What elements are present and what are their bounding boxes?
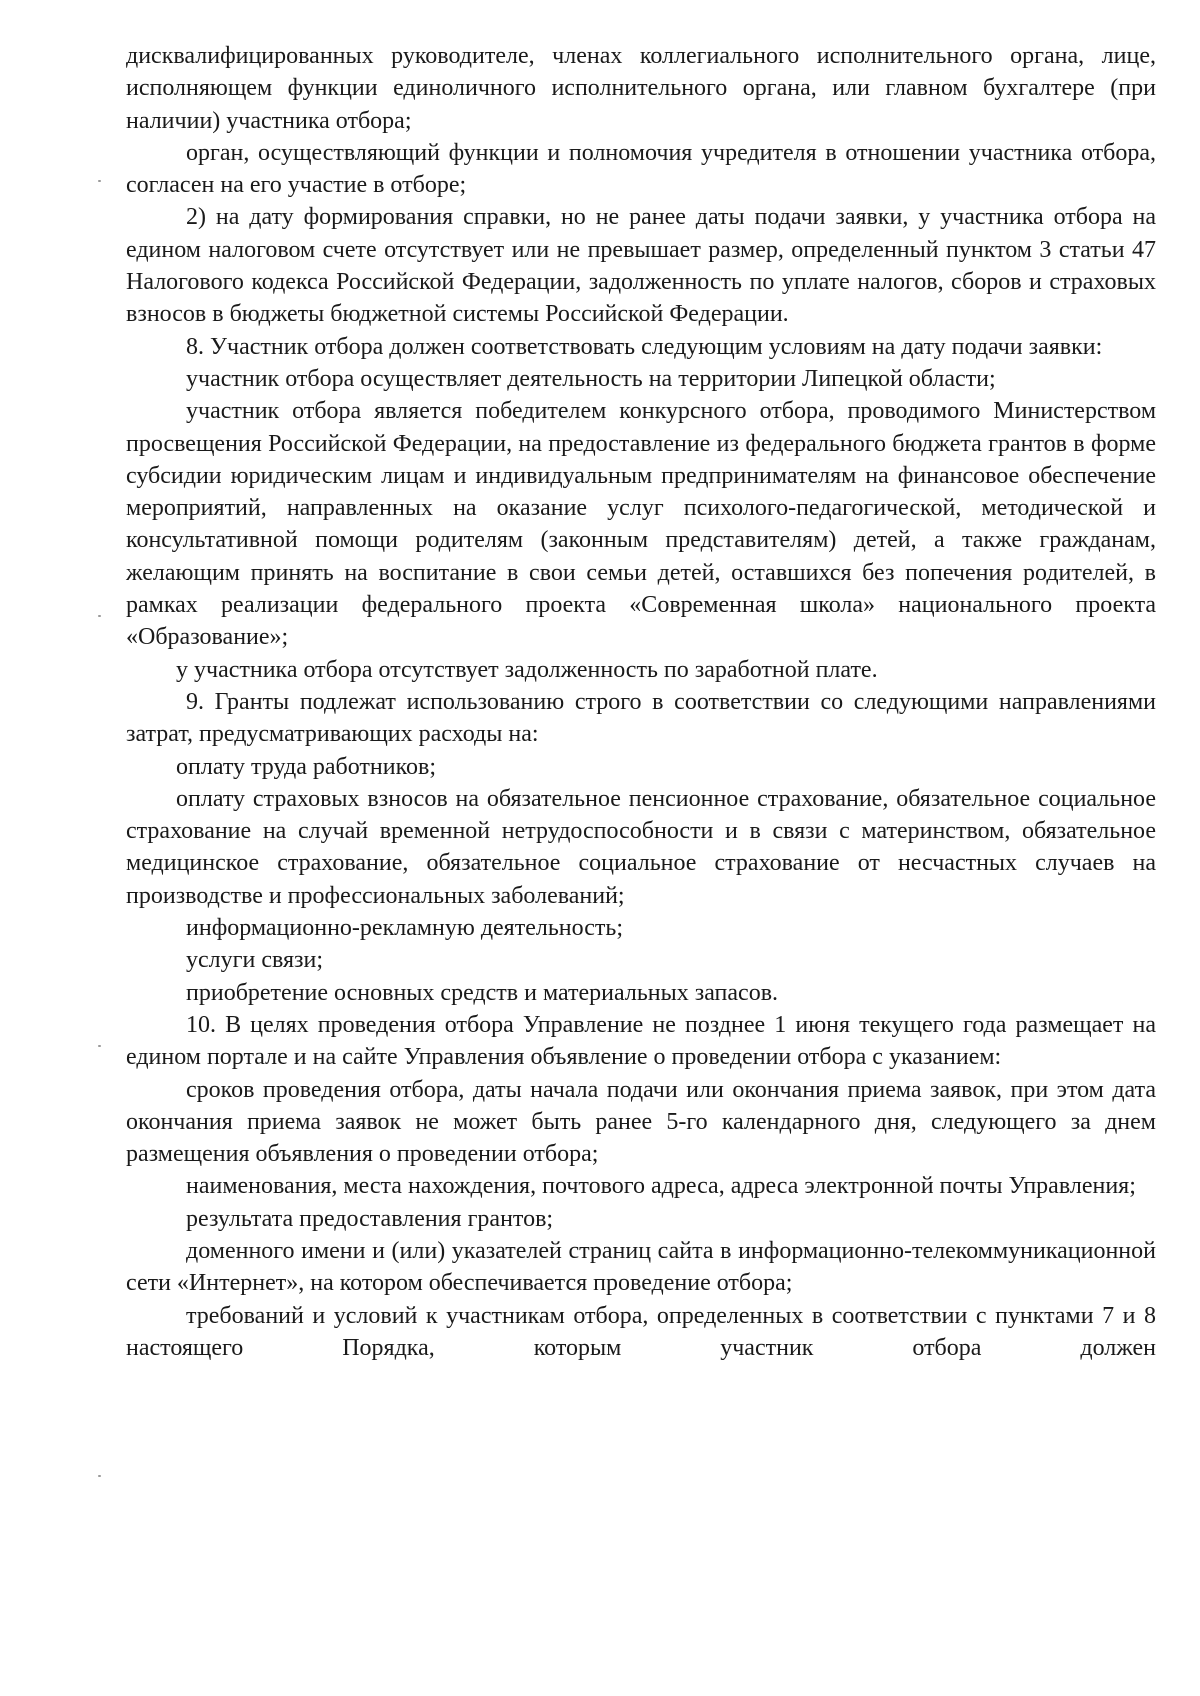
paragraph: 9. Гранты подлежат использованию строго в соответствии со следующими направлениями затрат, предусматривающих расходы на:	[126, 688, 1156, 748]
paragraph: участник отбора является победителем конкурсного отбора, проводимого Министерством просвещения Российской Федерации, на предоставление из федерального бюджета грантов в форме субсидии юридическим лицам и индивидуальным предпринимателям на финансовое обеспечение мероприятий, направленных на оказание услуг психолого-педагогической, методической и консультативной помощи родителям (законным представителям) детей, а также гражданам, желающим принять на воспитание в свои семьи детей, оставшихся без попечения родителей, в рамках реализации федерального проекта «Современная школа» национального проекта «Образование»;	[126, 398, 1156, 651]
paragraph: участник отбора осуществляет деятельность на территории Липецкой области;	[186, 365, 996, 392]
scan-speck	[98, 615, 101, 617]
paragraph: результата предоставления грантов;	[186, 1205, 554, 1232]
scan-speck	[98, 180, 101, 182]
paragraph: услуги связи;	[186, 947, 324, 974]
paragraph: оплату страховых взносов на обязательное пенсионное страхование, обязательное социальное страхование на случай временной нетрудоспособности и в связи с материнством, обязательное медицинское страхование, обязательное социальное страхование от несчастных случаев на производстве и профессиональных заболеваний;	[126, 785, 1156, 909]
paragraph: орган, осуществляющий функции и полномочия учредителя в отношении участника отбора, согласен на его участие в отборе;	[126, 139, 1156, 199]
paragraph: приобретение основных средств и материальных запасов.	[186, 979, 779, 1006]
paragraph: сроков проведения отбора, даты начала подачи или окончания приема заявок, при этом дата окончания приема заявок не может быть ранее 5-го календарного дня, следующего за днем размещения объявления о проведении отбора;	[126, 1076, 1156, 1168]
paragraph: доменного имени и (или) указателей страниц сайта в информационно-телекоммуникационной сети «Интернет», на котором обеспечивается проведение отбора;	[126, 1237, 1156, 1297]
paragraph: дисквалифицированных руководителе, членах коллегиального исполнительного органа, лице, исполняющем функции единоличного исполнительного органа, или главном бухгалтере (при наличии) участника отбора;	[126, 43, 1156, 134]
paragraph: 8. Участник отбора должен соответствовать следующим условиям на дату подачи заявки:	[186, 333, 1103, 360]
paragraph: оплату труда работников;	[176, 753, 437, 780]
paragraph: 2) на дату формирования справки, но не ранее даты подачи заявки, у участника отбора на едином налоговом счете отсутствует или не превышает размер, определенный пунктом 3 статьи 47 Налогового кодекса Российской Федерации, задолженность по уплате налогов, сборов и страховых взносов в бюджеты бюджетной системы Российской Федерации.	[126, 204, 1156, 328]
document-body	[126, 40, 1156, 1364]
paragraph: информационно-рекламную деятельность;	[186, 915, 623, 942]
scan-speck	[98, 1475, 101, 1477]
paragraph: требований и условий к участникам отбора, определенных в соответствии с пунктами 7 и 8 настоящего Порядка, которым участник отбора должен	[126, 1302, 1156, 1361]
paragraph: у участника отбора отсутствует задолженность по заработной плате.	[176, 656, 878, 683]
scan-speck	[98, 1045, 101, 1047]
paragraph: наименования, места нахождения, почтового адреса, адреса электронной почты Управления;	[186, 1173, 1136, 1200]
paragraph: 10. В целях проведения отбора Управление не позднее 1 июня текущего года размещает на едином портале и на сайте Управления объявление о проведении отбора с указанием:	[126, 1011, 1156, 1071]
